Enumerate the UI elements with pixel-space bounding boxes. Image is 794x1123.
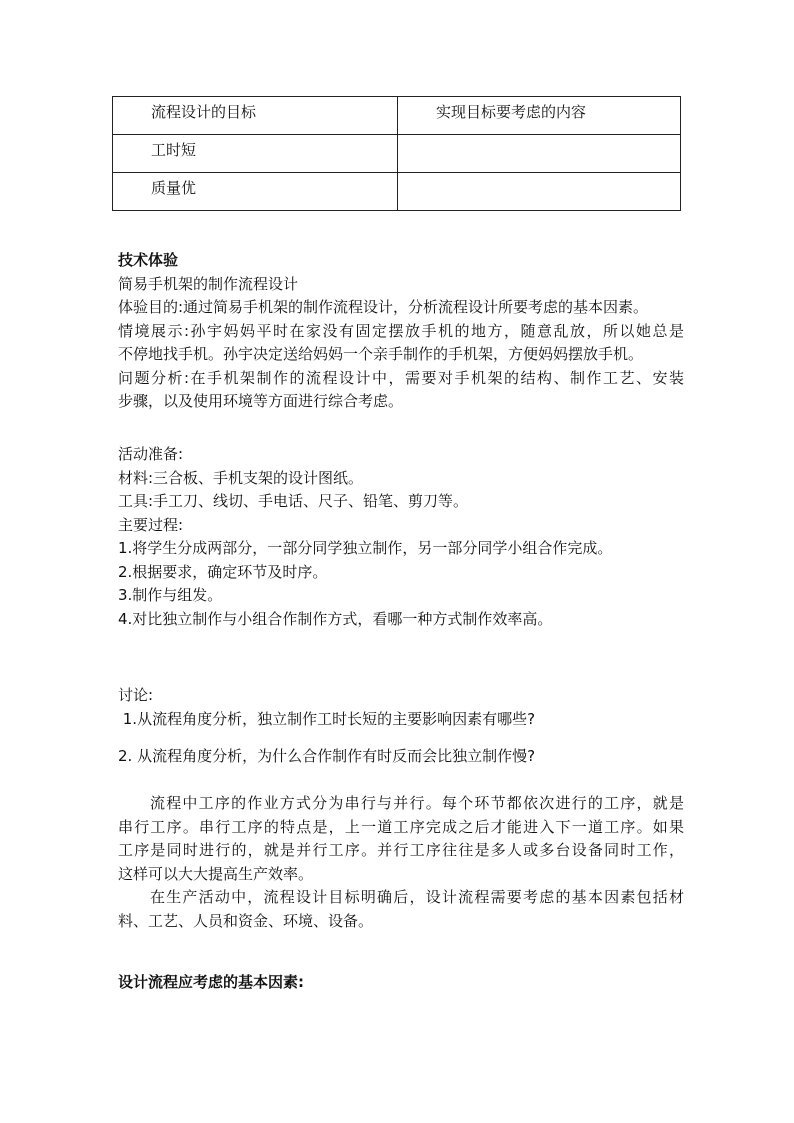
paragraph-line: 在生产活动中，流程设计目标明确后，设计流程需要考虑的基本因素包括材 bbox=[150, 888, 684, 906]
paragraph-line: 工序是同时进行的，就是并行工序。并行工序往往是多人或多台设备同时工作， bbox=[118, 841, 684, 859]
table-row bbox=[113, 97, 681, 135]
goal-table bbox=[112, 96, 681, 211]
paragraph-line: 这样可以大大提高生产效率。 bbox=[118, 864, 314, 883]
scenario-text: 不停地找手机。孙宇决定送给妈妈一个亲手制作的手机架，方便妈妈摆放手机。 bbox=[118, 345, 644, 363]
table-header-goal: 流程设计的目标 bbox=[151, 103, 257, 121]
table-header-content: 实现目标要考虑的内容 bbox=[436, 103, 587, 121]
paragraph-line: 串行工序。串行工序的特点是，上一道工序完成之后才能进入下一道工序。如果 bbox=[118, 817, 684, 836]
section-subtitle: 简易手机架的制作流程设计 bbox=[118, 274, 299, 293]
table-cell bbox=[113, 135, 398, 173]
table-cell-content bbox=[398, 135, 680, 139]
table-row bbox=[113, 173, 681, 211]
activity-prep-label: 活动准备: bbox=[118, 445, 184, 463]
process-step: 2.根据要求，确定环节及时序。 bbox=[118, 562, 328, 581]
analysis-text: 步骤，以及使用环境等方面进行综合考虑。 bbox=[118, 392, 404, 410]
paragraph-line: 流程中工序的作业方式分为串行与并行。每个环节都依次进行的工序，就是 bbox=[150, 794, 684, 812]
discussion-title: 讨论: bbox=[118, 686, 154, 704]
process-step: 1.将学生分成两部分，一部分同学独立制作，另一部分同学小组合作完成。 bbox=[118, 539, 613, 557]
table-cell-content bbox=[398, 173, 680, 177]
materials-text: 材料:三合板、手机支架的设计图纸。 bbox=[118, 468, 364, 487]
discussion-question: 1.从流程角度分析，独立制作工时长短的主要影响因素有哪些? bbox=[118, 710, 536, 728]
table-cell bbox=[398, 97, 681, 135]
table-row bbox=[113, 135, 681, 173]
section-heading: 技术体验 bbox=[118, 251, 179, 269]
paragraph-line: 料、工艺、人员和资金、环境、设备。 bbox=[118, 911, 374, 930]
analysis-text: 问题分析:在手机架制作的流程设计中，需要对手机架的结构、制作工艺、安装 bbox=[118, 368, 684, 387]
activity-section bbox=[118, 443, 684, 631]
scenario-text: 情境展示:孙宇妈妈平时在家没有固定摆放手机的地方，随意乱放，所以她总是 bbox=[118, 321, 684, 340]
process-title: 主要过程: bbox=[118, 515, 184, 534]
process-step: 3.制作与组发。 bbox=[118, 586, 223, 604]
explanation-section bbox=[118, 792, 684, 933]
table-cell-goal: 工时短 bbox=[151, 141, 197, 159]
table-cell-goal: 质量优 bbox=[151, 179, 197, 197]
factors-heading: 设计流程应考虑的基本因素: bbox=[118, 973, 304, 991]
experience-section bbox=[118, 249, 684, 414]
process-step: 4.对比独立制作与小组合作制作方式，看哪一种方式制作效率高。 bbox=[118, 609, 553, 628]
discussion-question: 2. 从流程角度分析，为什么合作制作有时反而会比独立制作慢? bbox=[118, 747, 536, 765]
table-cell bbox=[113, 173, 398, 211]
table-cell bbox=[113, 97, 398, 135]
tools-text: 工具:手工刀、线切、手电话、尺子、铅笔、剪刀等。 bbox=[118, 492, 469, 510]
purpose-text: 体验目的:通过简易手机架的制作流程设计，分析流程设计所要考虑的基本因素。 bbox=[118, 298, 649, 316]
table-cell bbox=[398, 173, 681, 211]
table-cell bbox=[398, 135, 681, 173]
